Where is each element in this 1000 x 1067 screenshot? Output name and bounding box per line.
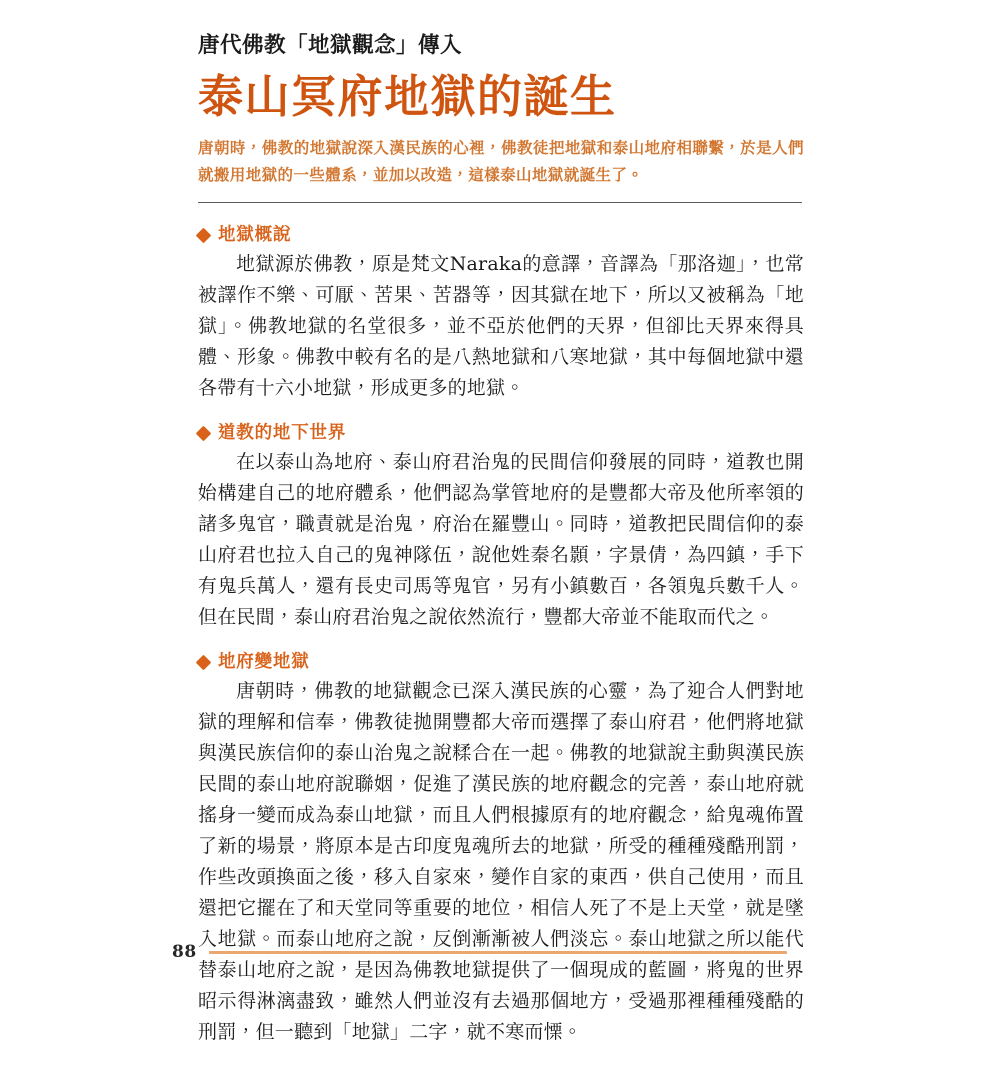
page-content xyxy=(198,32,804,1067)
section-block xyxy=(198,652,804,1048)
diamond-icon xyxy=(196,655,212,671)
section-heading-label: 道教的地下世界 xyxy=(218,423,347,444)
section-body: 唐朝時，佛教的地獄觀念已深入漢民族的心靈，為了迎合人們對地獄的理解和信奉，佛教徒拋開豐都大帝而選擇了泰山府君，他們將地獄與漢民族信仰的泰山治鬼之說糅合在一起。佛教的地獄說主動與漢民族民間的泰山地府說聯姻，促進了漢民族的地府觀念的完善，泰山地府就搖身一變而成為泰山地獄，而且人們根據原有的地府觀念，給鬼魂佈置了新的場景，將原本是古印度鬼魂所去的地獄，所受的種種殘酷刑罰，作些改頭換面之後，移入自家來，變作自家的東西，供自己使用，而且還把它擺在了和天堂同等重要的地位，相信人死了不是上天堂，就是墜入地獄。而泰山地府之說，反倒漸漸被人們淡忘。泰山地獄之所以能代替泰山地府之說，是因為佛教地獄提供了一個現成的藍圖，將鬼的世界昭示得淋漓盡致，雖然人們並沒有去過那個地方，受過那裡種種殘酷的刑罰，但一聽到「地獄」二字，就不寒而慄。 xyxy=(198,680,804,1043)
section-heading-label: 地獄概說 xyxy=(218,225,292,246)
lede-paragraph: 唐朝時，佛教的地獄說深入漢民族的心裡，佛教徒把地獄和泰山地府相聯繫，於是人們就搬用地獄的一些體系，並加以改造，這樣泰山地獄就誕生了。 xyxy=(198,138,804,184)
section-body: 在以泰山為地府、泰山府君治鬼的民間信仰發展的同時，道教也開始構建自己的地府體系，他們認為掌管地府的是豐都大帝及他所率領的諸多鬼官，職責就是治鬼，府治在羅豐山。同時，道教把民間信仰的泰山府君也拉入自己的鬼神隊伍，說他姓秦名顥，字景倩，為四鎮，手下有鬼兵萬人，還有長史司馬等鬼官，另有小鎮數百，各領鬼兵數千人。但在民間，泰山府君治鬼之說依然流行，豐都大帝並不能取而代之。 xyxy=(198,451,804,629)
page-footer xyxy=(172,942,812,962)
section-body: 地獄源於佛教，原是梵文Naraka的意譯，音譯為「那洛迦」，也常被譯作不樂、可厭、苦果、苦器等，因其獄在地下，所以又被稱為「地獄」。佛教地獄的名堂很多，並不亞於他們的天界，但卻比天界來得具體、形象。佛教中較有名的是八熱地獄和八寒地獄，其中每個地獄中還各帶有十六小地獄，形成更多的地獄。 xyxy=(198,253,804,400)
header-divider xyxy=(198,202,802,203)
section-heading-label: 地府變地獄 xyxy=(218,652,310,672)
page-title: 泰山冥府地獄的誕生 xyxy=(198,69,617,123)
diamond-icon xyxy=(196,228,212,244)
diamond-icon xyxy=(196,426,212,442)
eyebrow-title: 唐代佛教「地獄觀念」傳入 xyxy=(198,33,463,58)
section-block xyxy=(198,423,804,633)
section-heading xyxy=(198,225,804,246)
section-block xyxy=(198,225,804,404)
page-number: 88 xyxy=(172,942,197,962)
section-heading xyxy=(198,423,804,444)
section-heading xyxy=(198,652,804,673)
footer-divider xyxy=(209,951,787,954)
